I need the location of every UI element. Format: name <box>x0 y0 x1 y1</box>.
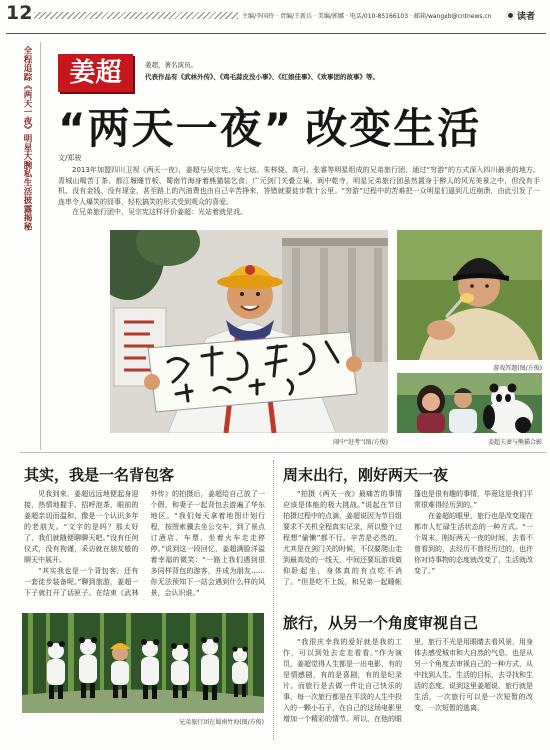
section-heading-backpacker: 其实，我是一名背包客 <box>24 466 175 484</box>
profile-bio: 姜超，著名演员。 <box>145 61 197 69</box>
paragraph: 见我到来，姜超远远地便起身迎接，热情地握手、招呼泡茶，眼前的姜超亲切而温和，像是一个认识多年的老朋友。“文字的是吗？那太好了，我们就随便聊聊天吧。”没有任何仪式，没有拘谨，采访就在朋友般的聊天中展开。 <box>24 490 139 564</box>
header-stripe-decoration <box>34 12 238 19</box>
publication-logo <box>506 9 535 22</box>
profile-name-badge: 姜超 <box>58 54 133 92</box>
section-body-weekend <box>283 489 533 588</box>
credit-email: · 邮箱/wangxb@cntnews.cn <box>408 13 492 20</box>
credit-editor: · 责编/王新兵 <box>274 13 312 20</box>
paragraph: “拍摄《两天一夜》最痛苦的事情应该是体能的极大挑战。”说起在节目拍摄过程中的点滴，姜超说因为节目组要求不关机全程真实记录，所以整个过程想“偷懒”都不行。辛苦是必然的，尤其是在剑门关的时候，不仅要爬山走到最高处的一线天，中间还要玩游戏做仰卧起坐，身体真的有点吃不消了。“但是吃不上饭，和兄弟一起睡帐篷也是很有趣的事情，毕竟这是我们平常很难得经历到的。” <box>283 490 533 586</box>
photo-couple-with-panda <box>397 373 542 433</box>
title-quoted: “两天一夜” <box>58 104 294 153</box>
editorial-credits <box>242 11 492 20</box>
photo-quiz-game <box>397 230 542 360</box>
intro-closing: 在兄弟旅行团中，吴宗宪这样评价姜超：光站着就是戏。 <box>72 208 247 216</box>
article-title <box>58 96 481 156</box>
intro-paragraph: 2013年加盟四川卫视《两天一夜》，姜超与吴宗宪、安七炫、朱梓骁、高可、张睿等明星组成的兄弟旅行团，通过“穷游”的方式深入四川最美的地方。青城山喝苦丁茶、都江堰睡竹板、蜀南竹海身着熊猫装乞食、广元剑门关叠立巢、阆中乾寺，明星兄弟旅行团虽然置身于醉人的风光美景之中，但没有手机、没有金钱、没有现金，甚至路上的汽油费也由自己辛苦挣来，答错就要徒步数十公里。“穷游”过程中的苦难把一众明星们逼到几近崩溃，由此引发了一连串令人爆笑的囧事，轻松搞笑的形式受到观众的喜爱。 <box>58 166 540 206</box>
paragraph: “其实我也是一个背包客，还有一套徒步装备呢。”聊到旅游，姜超一下子就打开了话匣子。在结束《武林外传》的拍摄后，姜超给自己放了一个假，和妻子一起背包去游遍了华东地区。“我们每天拿着地图计划行程，按图索骥去坐公交车，到了景点订酒店、车票，坐着火车走走停停。”说到这一段回忆，姜超满脸洋溢着幸福的微笑：“一路上我们遇到很多同样背包的游客，并成为朋友……你无法预知下一站会遇到什么样的风景，会认识谁。” <box>24 490 265 597</box>
section-body-perspective <box>283 637 533 725</box>
caption-main-photo: 闹中“赶考”(图/方俊) <box>333 439 388 446</box>
paragraph: 在姜超的眼里，旅行也是改变现在都市人忙碌生活状态的一种方式。“一个周末，刚好两天一夜的时间，去看不曾看到的，去经历不曾经历过的，也许你对待事物的态度就改变了，生活就改变了。” <box>414 512 533 575</box>
page-number: 12 <box>6 2 33 24</box>
byline: 文/郑骏 <box>58 154 82 162</box>
article-intro <box>58 165 540 218</box>
credit-chief-editor: 主编/李国玲 <box>242 13 275 20</box>
photo-exam-scene <box>110 230 388 433</box>
column-divider <box>273 460 274 740</box>
photo-bamboo-sea-group <box>22 613 264 713</box>
circle-emblem-icon <box>506 11 515 20</box>
logo-text: 读者 <box>517 12 536 22</box>
profile-works: 代表作品有《武林外传》、《鸡毛蒜皮没小事》、《红娘佳事》、《欢事团的故事》等。 <box>145 73 379 81</box>
section-body-backpacker <box>24 489 265 599</box>
side-banner: 全程追踪《两天一夜》明星大腕私生活披露揭秘 <box>22 46 32 231</box>
caption-quiz-photo: 游戏答题(图/方俊) <box>493 365 542 372</box>
title-rest: 改变生活 <box>305 104 482 153</box>
section-divider <box>20 452 546 453</box>
side-divider <box>40 42 41 450</box>
credit-phone: · 电话/010-85166103 <box>344 13 408 20</box>
woman-figure <box>417 385 445 433</box>
caption-bamboo-photo: 兄弟旅行团在蜀南竹海(图/方俊) <box>179 719 264 726</box>
header-divider <box>6 33 546 34</box>
caption-panda-photo: 姜超夫妻与熊猫合影 <box>487 439 542 446</box>
section-heading-weekend: 周末出行，刚好两天一夜 <box>283 466 449 484</box>
paragraph: “我很庆幸我的爱好就是我的工作，可以到处去走走看看。”作为演员，姜超觉得人生都是一出电影，有的是情感剧，有的是喜剧，有的是纪录片。而旅行是去做一件让自己快乐的事，每一次旅行都是在平淡的人生中投入的一颗小石子，在自己的这场电影里增加一个精彩的情节。所以，在他的眼里，旅行不光是用眼睛去看风景，用身体去感受城市和大自然的气息，也是从另一个角度去审视自己的一种方式，从中找到人生、生活的目标，去寻找和生活的态度。说到这里姜超说，旅行就是生活，一次旅行可以是一次短暂的改变，一次短暂的逃离。 <box>283 638 533 723</box>
credit-art-editor: · 美编/郭娜 <box>312 13 344 20</box>
section-heading-perspective: 旅行，从另一个角度审视自己 <box>283 614 479 632</box>
